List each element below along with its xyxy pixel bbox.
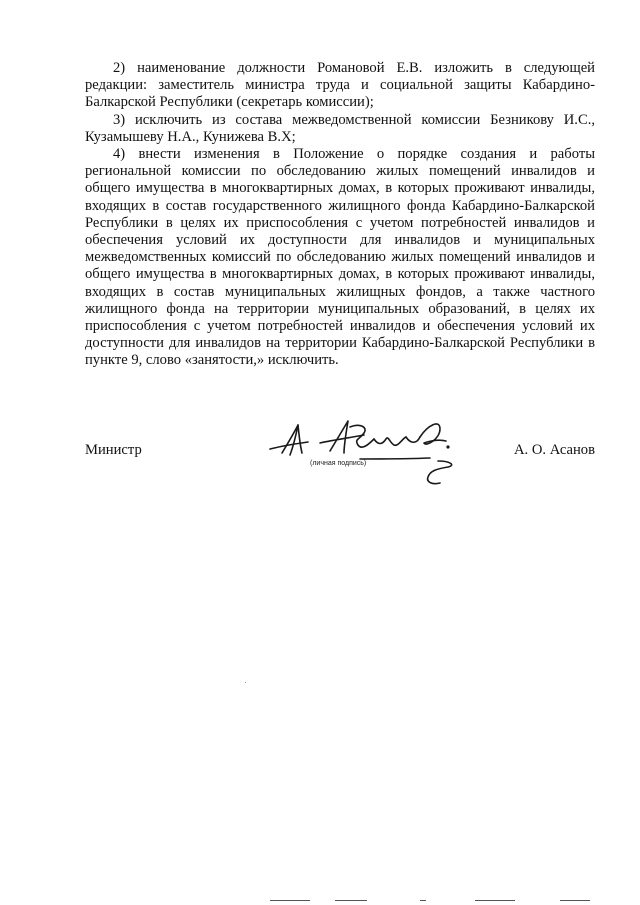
- signature-caption: (личная подпись): [310, 460, 367, 467]
- handwritten-signature: [260, 415, 460, 490]
- page-bottom-marks: [270, 900, 600, 903]
- signer-title: Министр: [85, 442, 142, 458]
- scan-speck: [245, 682, 246, 683]
- paragraph-item-3: 3) исключить из состава межведомственной комиссии Безникову И.С., Кузамышеву Н.А., Кунижева В.Х;: [85, 111, 595, 145]
- signature-block: [85, 415, 595, 495]
- paragraph-item-2: 2) наименование должности Романовой Е.В. изложить в следующей редакции: заместитель министра труда и социальной защиты Кабардино-Балкарской Республики (секретарь комиссии);: [85, 60, 595, 111]
- document-body: [85, 60, 595, 370]
- signer-name: А. О. Асанов: [514, 442, 595, 458]
- paragraph-item-4: 4) внести изменения в Положение о порядке создания и работы региональной комиссии по обследованию жилых помещений инвалидов и общего имущества в многоквартирных домах, в которых проживают инвалиды, входящих в состав государственного жилищного фонда Кабардино-Балкарской Республики в целях их приспособления с учетом потребностей инвалидов и обеспечения условий их доступности для инвалидов и муниципальных межведомственных комиссий по обследованию жилых помещений инвалидов и общего имущества в многоквартирных домах, в которых проживают инвалиды, входящих в состав муниципальных жилищных фондов, а также частного жилищного фонда на территории муниципальных образований, в целях их приспособления с учетом потребностей инвалидов и обеспечения условий их доступности для инвалидов на территории Кабардино-Балкарской Республики в пункте 9, слово «занятости,» исключить.: [85, 146, 595, 369]
